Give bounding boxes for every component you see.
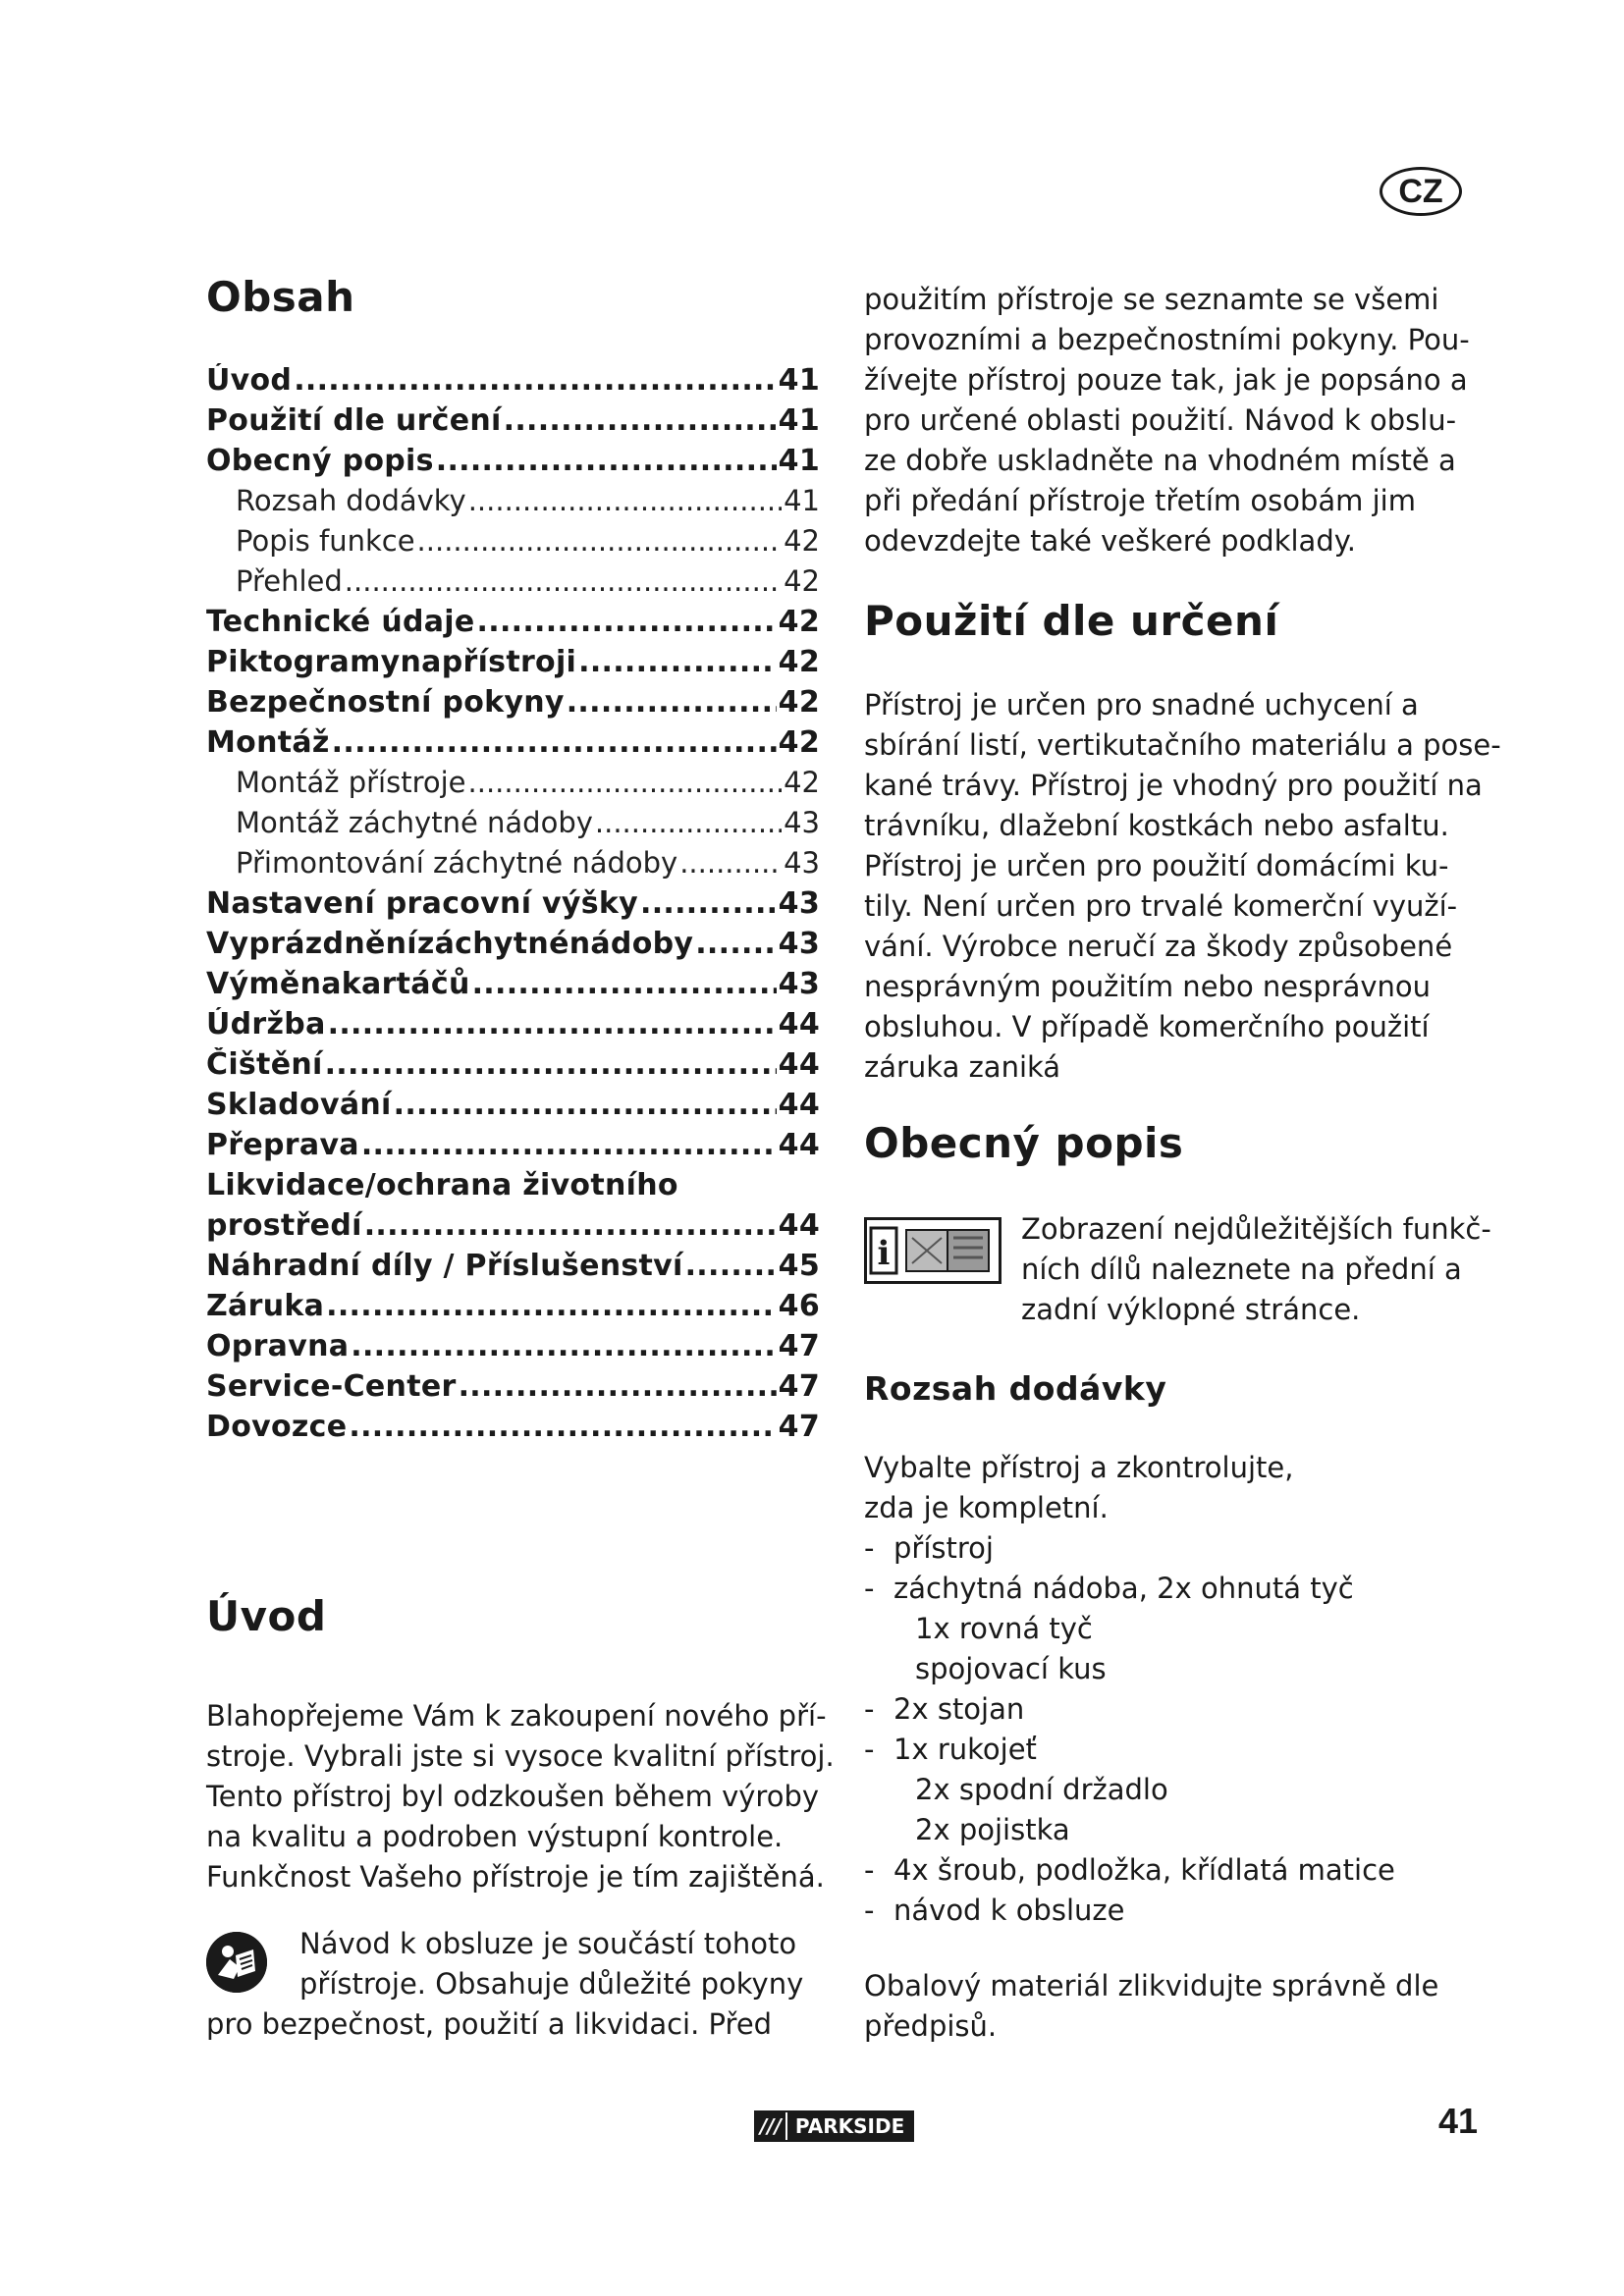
toc-entry-label: Service-Center — [206, 1369, 457, 1404]
toc-entry-label: Čištění — [206, 1047, 323, 1082]
toc-leader-dots — [679, 846, 782, 880]
toc-entry-page: 44 — [778, 1088, 820, 1122]
obecny-section — [864, 1119, 1492, 1167]
toc-entry-label: Technické údaje — [206, 605, 475, 639]
svg-text:i: i — [877, 1234, 891, 1273]
rozsah-outro — [864, 1966, 1492, 2047]
pouziti-line: sbírání listí, vertikutačního materiálu a pose- — [864, 728, 1501, 762]
obecny-info — [1021, 1209, 1512, 1330]
uvod-note — [299, 1924, 830, 2004]
toc-entry-label: Dovozce — [206, 1410, 348, 1444]
pouziti-line: obsluhou. V případě komerčního použití — [864, 1010, 1430, 1043]
toc-leader-dots — [685, 1249, 777, 1283]
obecny-info-line: Zobrazení nejdůležitějších funkč- — [1021, 1212, 1491, 1246]
pouziti-line: Přístroj je určen pro snadné uchycení a — [864, 688, 1419, 721]
obecny-info-line: ních dílů naleznete na přední a — [1021, 1253, 1462, 1286]
toc-entry-label: Přimontování záchytné nádoby — [236, 846, 678, 880]
list-item-text: spojovací kus — [915, 1652, 1107, 1685]
toc-leader-dots — [595, 806, 782, 839]
pouziti-line: záruka zaniká — [864, 1050, 1061, 1084]
intro-line: při předání přístroje třetím osobám jim — [864, 484, 1416, 517]
toc-entry-page: 42 — [778, 645, 820, 679]
toc-entry — [206, 1329, 820, 1369]
rozsah-section — [864, 1369, 1492, 1408]
list-bullet: - — [864, 1853, 875, 1887]
toc-entry — [206, 1369, 820, 1410]
toc-entry-label: prostředí — [206, 1208, 362, 1243]
toc-leader-dots — [361, 1128, 777, 1162]
toc-leader-dots — [477, 605, 777, 639]
intro-line: žívejte přístroj pouze tak, jak je popsáno a — [864, 363, 1468, 397]
list-item-text: přístroj — [893, 1531, 994, 1565]
toc-entry-page: 41 — [778, 403, 820, 438]
list-item — [864, 1850, 1492, 1891]
intro-line: ze dobře uskladněte na vhodném místě a — [864, 444, 1456, 477]
toc-leader-dots — [332, 725, 777, 760]
toc-leader-dots — [349, 1410, 776, 1444]
list-item — [864, 1528, 1492, 1569]
toc-entry-page: 44 — [778, 1007, 820, 1041]
toc-entry-page: 42 — [778, 605, 820, 639]
toc-leader-dots — [468, 484, 782, 517]
toc-leader-dots — [394, 1088, 777, 1122]
toc-entry-label: Montáž přístroje — [236, 766, 466, 799]
toc-entry — [206, 806, 820, 846]
page-number: 41 — [1438, 2101, 1479, 2141]
toc-entry-label: Použití dle určení — [206, 403, 502, 438]
toc-entry-label: Rozsah dodávky — [236, 484, 466, 517]
toc-entry-page: 43 — [778, 927, 820, 961]
list-item-text: 1x rukojeť — [893, 1733, 1037, 1766]
list-item — [864, 1689, 1492, 1730]
pouziti-line: Přístroj je určen pro použití domácími ku- — [864, 849, 1449, 882]
toc-entry — [206, 363, 820, 403]
toc-leader-dots — [326, 1289, 776, 1323]
list-item — [864, 1810, 1492, 1850]
uvod-title: Úvod — [206, 1592, 327, 1640]
toc-entry — [206, 605, 820, 645]
toc-entry — [206, 1007, 820, 1047]
toc-entry — [206, 886, 820, 927]
table-of-contents — [206, 363, 820, 1450]
toc-entry — [206, 766, 820, 806]
pouziti-line: trávníku, dlažební kostkách nebo asfaltu. — [864, 809, 1449, 842]
pouziti-line: kané trávy. Přístroj je vhodný pro použití na — [864, 769, 1483, 802]
toc-entry-label: Obecný popis — [206, 444, 434, 478]
list-item — [864, 1649, 1492, 1689]
delivery-list — [864, 1528, 1492, 1931]
uvod-note-line: Návod k obsluze je součástí tohoto — [299, 1927, 797, 1960]
intro-line: pro určené oblasti použití. Návod k obslu- — [864, 403, 1457, 437]
toc-entry-label: Popis funkce — [236, 524, 415, 558]
logo-slashes: /// — [756, 2112, 785, 2140]
pouziti-line: nesprávným použitím nebo nesprávnou — [864, 970, 1431, 1003]
toc-leader-dots — [436, 444, 777, 478]
toc-entry-page: 43 — [784, 806, 820, 839]
uvod-line: Funkčnost Vašeho přístroje je tím zajištěná. — [206, 1860, 825, 1894]
toc-entry-label: Záruka — [206, 1289, 325, 1323]
list-item-text: návod k obsluze — [893, 1894, 1125, 1927]
toc-entry-label: Přehled — [236, 564, 343, 598]
toc-entry-page: 45 — [778, 1249, 820, 1283]
toc-leader-dots — [294, 363, 776, 398]
list-bullet: - — [864, 1733, 875, 1766]
toc-entry — [206, 484, 820, 524]
toc-heading-wrap — [206, 273, 815, 321]
logo-name: PARKSIDE — [785, 2112, 912, 2140]
toc-entry — [206, 1208, 820, 1249]
uvod-note-line: pro bezpečnost, použití a likvidaci. Před — [206, 2007, 773, 2041]
toc-leader-dots — [364, 1208, 777, 1243]
toc-entry-page: 42 — [784, 766, 820, 799]
list-item — [864, 1891, 1492, 1931]
toc-entry-page: 41 — [778, 444, 820, 478]
list-item-text: záchytná nádoba, 2x ohnutá tyč — [893, 1572, 1354, 1605]
toc-entry-page: 44 — [778, 1128, 820, 1162]
list-item — [864, 1730, 1492, 1770]
toc-leader-dots — [351, 1329, 776, 1363]
rozsah-intro-line: zda je kompletní. — [864, 1491, 1109, 1524]
uvod-note-cont — [206, 2004, 835, 2045]
toc-entry — [206, 1088, 820, 1128]
toc-entry-page: 47 — [778, 1369, 820, 1404]
toc-entry — [206, 524, 820, 564]
intro-continuation — [864, 280, 1492, 561]
list-item-text: 1x rovná tyč — [915, 1612, 1093, 1645]
toc-leader-dots — [459, 1369, 777, 1404]
toc-entry — [206, 564, 820, 605]
country-badge: CZ — [1380, 167, 1462, 216]
toc-entry-page: 46 — [778, 1289, 820, 1323]
toc-entry-page: 47 — [778, 1410, 820, 1444]
toc-entry-page: 42 — [778, 685, 820, 720]
intro-line: provozními a bezpečnostními pokyny. Pou- — [864, 323, 1470, 356]
toc-entry-label: Přeprava — [206, 1128, 359, 1162]
toc-entry-label: Úvod — [206, 363, 293, 398]
toc-entry — [206, 645, 820, 685]
toc-leader-dots — [468, 766, 783, 799]
toc-entry-label: Skladování — [206, 1088, 392, 1122]
toc-entry — [206, 1289, 820, 1329]
toc-entry-page: 42 — [784, 564, 820, 598]
list-item-text: 2x spodní držadlo — [915, 1773, 1168, 1806]
toc-entry-label: Piktogramynapřístroji — [206, 645, 577, 679]
uvod-paragraph — [206, 1696, 835, 1897]
toc-leader-dots — [640, 886, 777, 921]
list-item — [864, 1609, 1492, 1649]
toc-title: Obsah — [206, 273, 355, 321]
toc-leader-dots — [328, 1007, 777, 1041]
pouziti-paragraph — [864, 685, 1501, 1088]
toc-leader-dots — [504, 403, 777, 438]
toc-entry-page: 44 — [778, 1208, 820, 1243]
toc-entry — [206, 725, 820, 766]
toc-entry-page: 41 — [778, 363, 820, 398]
obecny-title: Obecný popis — [864, 1119, 1184, 1167]
toc-entry-label: Montáž záchytné nádoby — [236, 806, 593, 839]
list-bullet: - — [864, 1692, 875, 1726]
toc-entry — [206, 967, 820, 1007]
rozsah-outro-line: Obalový materiál zlikvidujte správně dle — [864, 1969, 1439, 2002]
toc-entry-label: Opravna — [206, 1329, 350, 1363]
list-item-text: 4x šroub, podložka, křídlatá matice — [893, 1853, 1395, 1887]
toc-entry — [206, 1410, 820, 1450]
toc-leader-dots — [325, 1047, 777, 1082]
intro-line: použitím přístroje se seznamte se všemi — [864, 283, 1439, 316]
toc-entry — [206, 685, 820, 725]
rozsah-title: Rozsah dodávky — [864, 1369, 1167, 1408]
info-foldout-icon — [864, 1217, 1001, 1284]
list-item-text: 2x stojan — [893, 1692, 1025, 1726]
toc-entry-label: Bezpečnostní pokyny — [206, 685, 565, 720]
rozsah-body — [864, 1448, 1492, 1931]
toc-entry — [206, 1249, 820, 1289]
toc-entry — [206, 1168, 820, 1208]
toc-entry-label: Vyprázdněnízáchytnénádoby — [206, 927, 694, 961]
toc-entry-page: 42 — [784, 524, 820, 558]
toc-leader-dots — [472, 967, 777, 1001]
toc-leader-dots — [345, 564, 782, 598]
list-item — [864, 1569, 1492, 1609]
list-bullet: - — [864, 1894, 875, 1927]
toc-entry-page: 43 — [778, 967, 820, 1001]
list-bullet: - — [864, 1531, 875, 1565]
rozsah-intro-line: Vybalte přístroj a zkontrolujte, — [864, 1451, 1294, 1484]
uvod-note-line: přístroje. Obsahuje důležité pokyny — [299, 1967, 804, 2001]
pouziti-line: tily. Není určen pro trvalé komerční využí- — [864, 889, 1458, 923]
read-manual-icon — [206, 1932, 267, 1993]
parkside-logo — [754, 2110, 914, 2142]
list-item-text: 2x pojistka — [915, 1813, 1070, 1846]
toc-entry-label: Nastavení pracovní výšky — [206, 886, 639, 921]
uvod-line: stroje. Vybrali jste si vysoce kvalitní přístroj. — [206, 1739, 835, 1773]
obecny-info-line: zadní výklopné stránce. — [1021, 1293, 1361, 1326]
toc-entry-label: Údržba — [206, 1007, 326, 1041]
list-item — [864, 1770, 1492, 1810]
toc-entry — [206, 1047, 820, 1088]
toc-entry — [206, 403, 820, 444]
toc-entry — [206, 927, 820, 967]
uvod-line: Blahopřejeme Vám k zakoupení nového pří- — [206, 1699, 827, 1733]
toc-entry — [206, 444, 820, 484]
toc-leader-dots — [695, 927, 776, 961]
toc-entry-page: 42 — [778, 725, 820, 760]
toc-entry-page: 43 — [778, 886, 820, 921]
toc-entry-label: Náhradní díly / Příslušenství — [206, 1249, 683, 1283]
intro-line: odevzdejte také veškeré podklady. — [864, 524, 1356, 558]
toc-entry — [206, 846, 820, 886]
uvod-line: Tento přístroj byl odzkoušen během výroby — [206, 1780, 820, 1813]
toc-entry-label: Výměnakartáčů — [206, 967, 470, 1001]
toc-entry-page: 47 — [778, 1329, 820, 1363]
toc-entry-label: Likvidace/ochrana životního — [206, 1168, 678, 1202]
toc-entry-page: 44 — [778, 1047, 820, 1082]
list-bullet: - — [864, 1572, 875, 1605]
uvod-line: na kvalitu a podroben výstupní kontrole. — [206, 1820, 784, 1853]
uvod-section — [206, 1592, 815, 1640]
pouziti-section — [864, 597, 1492, 645]
toc-entry-label: Montáž — [206, 725, 330, 760]
toc-leader-dots — [417, 524, 783, 558]
toc-entry-page: 41 — [784, 484, 820, 517]
toc-entry — [206, 1128, 820, 1168]
rozsah-outro-line: předpisů. — [864, 2009, 998, 2043]
pouziti-title: Použití dle určení — [864, 597, 1279, 645]
pouziti-line: vání. Výrobce neručí za škody způsobené — [864, 930, 1453, 963]
toc-entry-page: 43 — [784, 846, 820, 880]
toc-leader-dots — [578, 645, 777, 679]
toc-leader-dots — [567, 685, 777, 720]
